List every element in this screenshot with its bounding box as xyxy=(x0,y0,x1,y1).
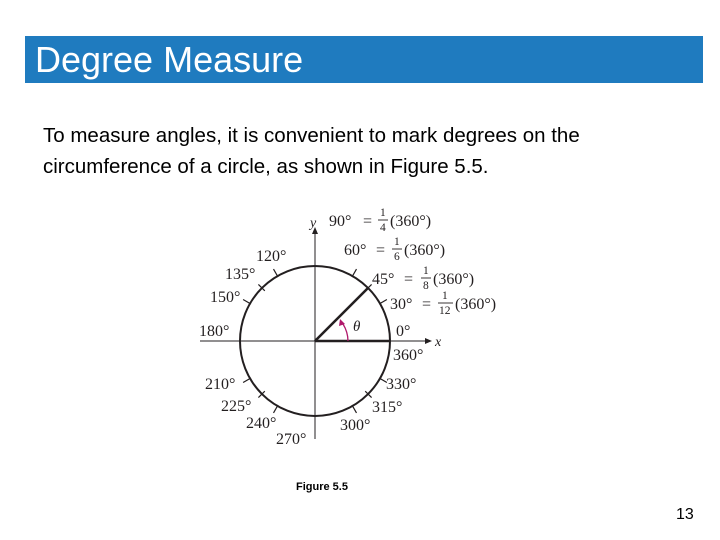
fraction-numerator: 1 xyxy=(423,265,429,277)
fraction-numerator: 1 xyxy=(380,207,386,219)
angle-label-60: 60° xyxy=(344,242,367,259)
angle-label-315: 315° xyxy=(372,399,403,416)
fraction-denominator: 8 xyxy=(423,280,429,292)
angle-label-150: 150° xyxy=(210,289,241,306)
angle-label-45: 45° xyxy=(372,271,395,288)
angle-label-210: 210° xyxy=(205,376,236,393)
angle-label-270: 270° xyxy=(276,431,307,448)
title-bar xyxy=(25,36,703,83)
fraction-tail: (360°) xyxy=(390,213,432,230)
angle-label-135: 135° xyxy=(225,266,256,283)
body-text: To measure angles, it is convenient to mark degrees on the circumference of a circle, as shown in Figure 5.5. xyxy=(43,124,580,178)
angle-label-90: 90° xyxy=(329,213,352,230)
degree-circle-figure xyxy=(170,195,520,455)
equals-sign: = xyxy=(422,296,432,313)
angle-label-225: 225° xyxy=(221,398,252,415)
fraction-denominator: 6 xyxy=(394,251,400,263)
x-axis-label: x xyxy=(435,335,442,350)
x-axis-arrow xyxy=(425,338,432,344)
fraction-numerator: 1 xyxy=(442,290,448,302)
fraction-tail: (360°) xyxy=(404,242,446,259)
theta-label: θ xyxy=(353,319,361,335)
fraction-denominator: 12 xyxy=(439,305,451,317)
angle-label-120: 120° xyxy=(256,248,287,265)
fraction-tail: (360°) xyxy=(455,296,497,313)
theta-arc xyxy=(343,324,348,341)
equals-sign: = xyxy=(363,213,373,230)
angle-label-360: 360° xyxy=(393,347,424,364)
y-axis-label: y xyxy=(310,216,317,231)
figure-caption: Figure 5.5 xyxy=(296,481,348,493)
angle-label-330: 330° xyxy=(386,376,417,393)
angle-label-240: 240° xyxy=(246,415,277,432)
angle-label-30: 30° xyxy=(390,296,413,313)
fraction-denominator: 4 xyxy=(380,222,386,234)
slide-title: Degree Measure xyxy=(35,39,304,80)
angle-label-180: 180° xyxy=(199,323,230,340)
angle-label-0: 0° xyxy=(396,323,411,340)
fraction-numerator: 1 xyxy=(394,236,400,248)
fraction-tail: (360°) xyxy=(433,271,475,288)
equals-sign: = xyxy=(404,271,414,288)
angle-label-300: 300° xyxy=(340,417,371,434)
page-number: 13 xyxy=(676,506,694,523)
equals-sign: = xyxy=(376,242,386,259)
